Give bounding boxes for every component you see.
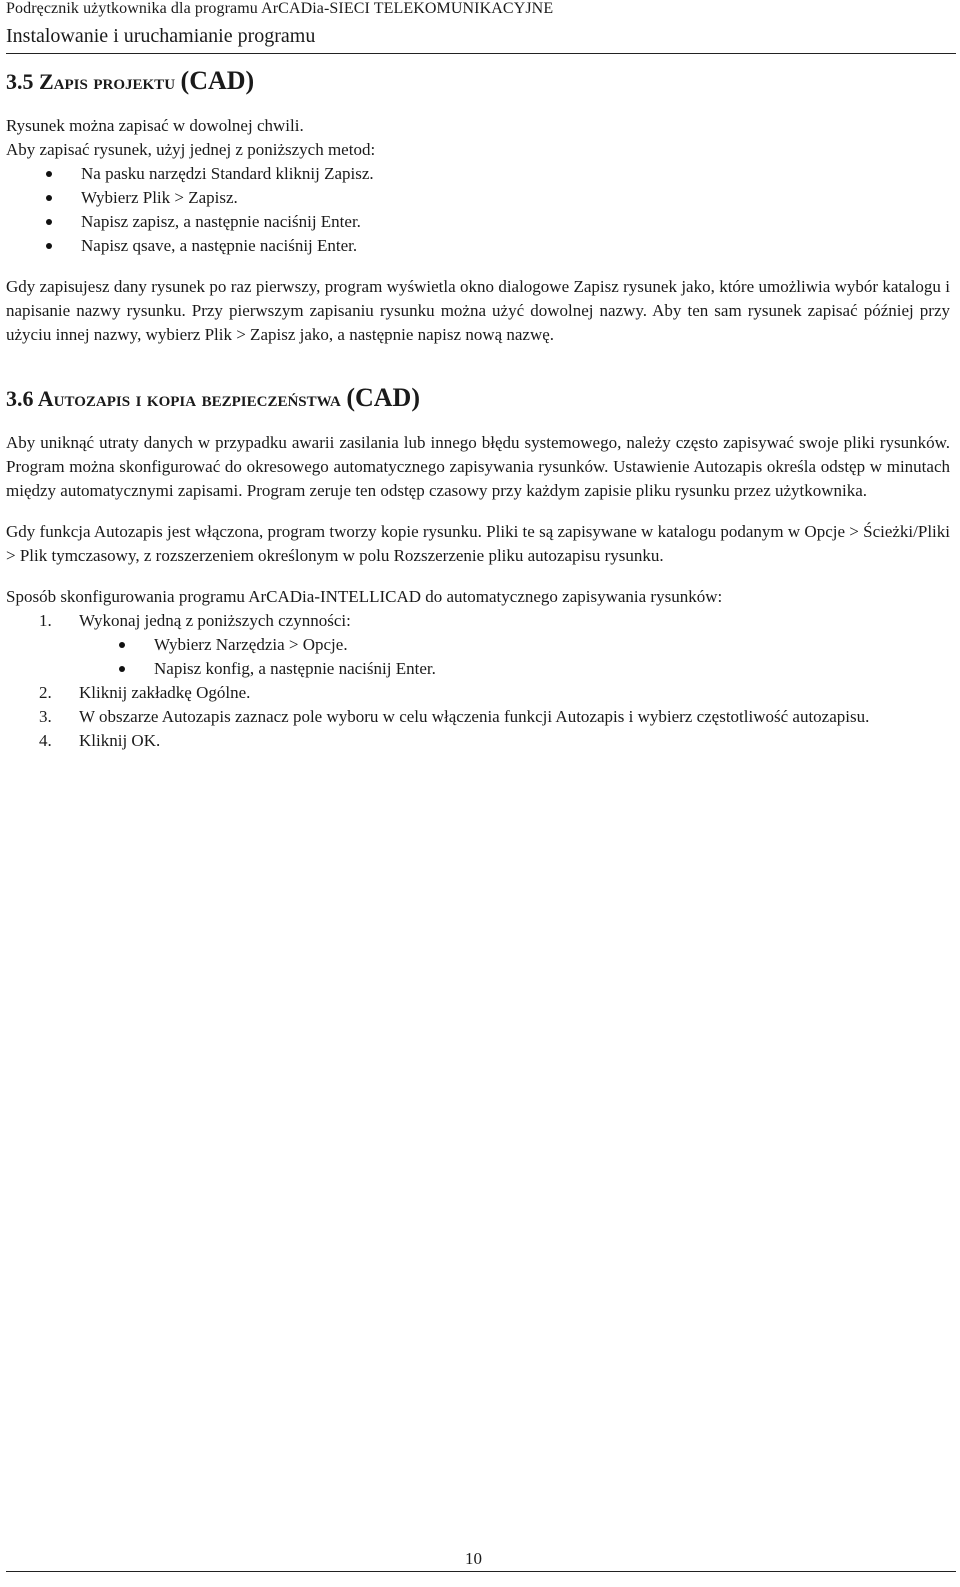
step-text: W obszarze Autozapis zaznacz pole wyboru w celu włączenia funkcji Autozapis i wybierz częstotliwość autozapisu. — [79, 707, 870, 726]
list-item: Napisz qsave, a następnie naciśnij Enter. — [6, 234, 950, 258]
list-item: Napisz zapisz, a następnie naciśnij Enter. — [6, 210, 950, 234]
save-paragraph: Gdy zapisujesz dany rysunek po raz pierwszy, program wyświetla okno dialogowe Zapisz rysunek jako, które umożliwia wybór katalogu i napisanie nazwy rysunku. Przy pierwszym zapisaniu rysunku można użyć dowolnej nazwy. Aby ten sam rysunek zapisać później przy użyciu innej nazwy, wybierz Plik > Zapisz jako, a następnie napisz nową nazwę. — [6, 277, 950, 344]
list-item: Wybierz Narzędzia > Opcje. — [79, 633, 950, 657]
step-text: Kliknij OK. — [79, 731, 161, 750]
list-item — [6, 705, 950, 729]
step-text: Wykonaj jedną z poniższych czynności: — [79, 611, 351, 630]
step-1-options — [79, 633, 950, 681]
list-item — [6, 609, 950, 681]
section-3-6-suffix: (CAD) — [346, 383, 420, 412]
chapter-title: Instalowanie i uruchamianie programu — [6, 25, 316, 47]
section-3-6-number: 3.6 — [6, 386, 34, 411]
footer-divider — [6, 1571, 956, 1572]
page-number: 10 — [465, 1549, 482, 1568]
section-3-5-number: 3.5 — [6, 69, 34, 94]
step-text: Kliknij zakładkę Ogólne. — [79, 683, 251, 702]
list-item: Napisz konfig, a następnie naciśnij Enter. — [79, 657, 950, 681]
section-3-6-heading — [6, 383, 950, 414]
section-3-6-title: Autozapis i kopia bezpieczeństwa — [37, 386, 341, 411]
section-3-5-heading — [6, 66, 950, 97]
save-methods-list — [6, 162, 950, 258]
manual-title: Podręcznik użytkownika dla programu ArCADia-SIECI TELEKOMUNIKACYJNE — [6, 0, 554, 17]
step-number: 4. — [39, 731, 52, 750]
autosave-paragraph-2: Gdy funkcja Autozapis jest włączona, program tworzy kopie rysunku. Pliki te są zapisywane w katalogu podanym w Opcje > Ścieżki/Pliki > Plik tymczasowy, z rozszerzeniem określonym w polu Rozszerzenie pliku autozapisu rysunku. — [6, 522, 950, 565]
page-content — [6, 66, 950, 753]
autosave-paragraph-1: Aby uniknąć utraty danych w przypadku awarii zasilania lub innego błędu systemowego, należy często zapisywać swoje pliki rysunków. Program można skonfigurować do okresowego automatycznego zapisywania rysunków. Ustawienie Autozapis określa odstęp w minutach między automatycznymi zapisami. Program zeruje ten odstęp czasowy przy każdym zapisie pliku rysunku przez użytkownika. — [6, 433, 950, 500]
steps-intro: Sposób skonfigurowania programu ArCADia-INTELLICAD do automatycznego zapisywania rysunków: — [6, 587, 723, 606]
list-item: Na pasku narzędzi Standard kliknij Zapisz. — [6, 162, 950, 186]
header-divider — [6, 53, 956, 54]
intro-line-1: Rysunek można zapisać w dowolnej chwili. — [6, 116, 304, 135]
step-number: 3. — [39, 707, 52, 726]
list-item — [6, 681, 950, 705]
list-item — [6, 729, 950, 753]
step-number: 2. — [39, 683, 52, 702]
step-number: 1. — [39, 611, 52, 630]
intro-line-2: Aby zapisać rysunek, użyj jednej z poniższych metod: — [6, 140, 376, 159]
section-3-5-title: Zapis projektu — [39, 69, 176, 94]
section-3-5-suffix: (CAD) — [180, 66, 255, 95]
steps-list — [6, 609, 950, 753]
list-item: Wybierz Plik > Zapisz. — [6, 186, 950, 210]
